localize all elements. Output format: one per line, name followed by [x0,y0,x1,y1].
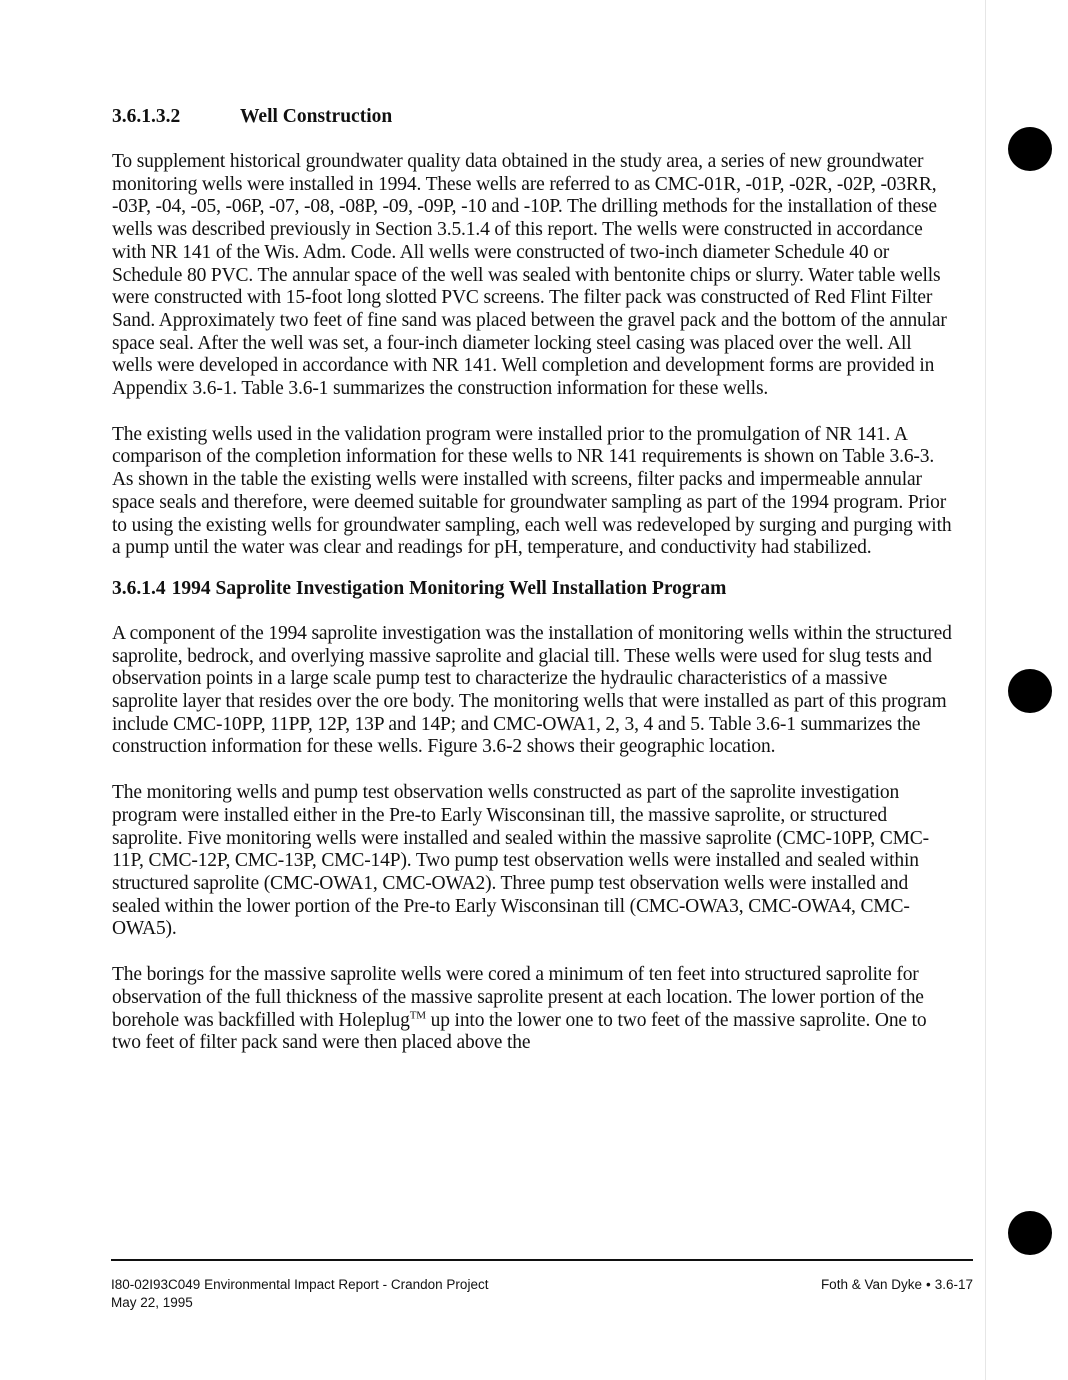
section-title: 1994 Saprolite Investigation Monitoring Well Installation Program [171,577,727,599]
footer-right [821,1276,973,1294]
paragraph-saprolite-1: A component of the 1994 saprolite investigation was the installation of monitoring wells within the structured saprolite, bedrock, and overlying massive saprolite and glacial till. These wells were used for slug tests and observation points in a large scale pump test to characterize the hydraulic characteristics of a massive saprolite layer that resides over the ore body. The monitoring wells that were installed as part of this program include CMC-10PP, 11PP, 12P, 13P and 14P; and CMC-OWA1, 2, 3, 4 and 5. Table 3.6-1 summarizes the construction information for these wells. Figure 3.6-2 shows their geographic location. [112,622,952,758]
binder-hole-bottom [1008,1211,1052,1255]
paragraph-well-construction-2: The existing wells used in the validation program were installed prior to the promulgation of NR 141. A comparison of the completion information for these wells to NR 141 requirements is shown on Table 3.6-3. As shown in the table the existing wells were installed with screens, filter packs and impermeable annular space seals and therefore, were deemed suitable for groundwater sampling as part of the 1994 program. Prior to using the existing wells for groundwater sampling, each well was redeveloped by surging and purging with a pump until the water was clear and readings for pH, temperature, and conductivity had stabilized. [112,423,952,559]
scan-edge-line [985,0,986,1380]
binder-hole-middle [1008,669,1052,713]
section-title: Well Construction [240,106,393,127]
binder-hole-top [1008,127,1052,171]
trademark-symbol: TM [409,1009,426,1021]
footer-company: Foth & Van Dyke [820,1277,922,1292]
footer-date: May 22, 1995 [111,1295,193,1310]
paragraph-saprolite-3 [112,964,954,1055]
section-number: 3.6.1.3.2 [112,106,181,127]
paragraph-text-end: up into the lower one to two feet of the massive saprolite. One to two feet of filter pack sand were then placed above the [112,1009,927,1054]
footer-left [111,1276,488,1312]
section-heading-saprolite-program [112,576,954,601]
footer-rule [111,1259,973,1261]
page-body [112,104,954,1055]
paragraph-saprolite-2: The monitoring wells and pump test observation wells constructed as part of the saprolite investigation program were installed either in the Pre-to Early Wisconsinan till, the massive saprolite, or structured saprolite. Five monitoring wells were installed and sealed within the massive saprolite (CMC-10PP, CMC-11P, CMC-12P, CMC-13P, CMC-14P). Two pump test observation wells were installed and sealed within structured saprolite (CMC-OWA1, CMC-OWA2). Three pump test observation wells were installed and sealed within the lower portion of the Pre-to Early Wisconsinan till (CMC-OWA3, CMC-OWA4, CMC-OWA5). [112,782,929,940]
footer-bullet: • [925,1277,931,1292]
paragraph-well-construction-1: To supplement historical groundwater quality data obtained in the study area, a series of new groundwater monitoring wells were installed in 1994. These wells are referred to as CMC-01R, -01P, -02R, -02P, -03RR, -03P, -04, -05, -06P, -07, -08, -08P, -09, -09P, -10 and -10P. The drilling methods for the installation of these wells was described previously in Section 3.5.1.4 of this report. The wells were constructed in accordance with NR 141 of the Wis. Adm. Code. All wells were constructed of two-inch diameter Schedule 40 or Schedule 80 PVC. The annular space of the well was sealed with bentonite chips or slurry. Water table wells were constructed with 15-foot long slotted PVC screens. The filter pack was constructed of Red Flint Filter Sand. Approximately two feet of fine sand was placed between the gravel pack and the bottom of the annular space seal. After the well was set, a four-inch diameter locking steel casing was placed over the well. All wells were developed in accordance with NR 141. Well completion and development forms are provided in Appendix 3.6-1. Table 3.6-1 summarizes the construction information for these wells. [112,151,947,400]
paragraph-text-start: The borings for the massive saprolite wells were cored a minimum of ten feet into structured saprolite for observation of the full thickness of the massive saprolite present at each location. The lower portion of the borehole was backfilled with Holeplug [112,964,924,1031]
section-heading-well-construction [112,104,954,129]
footer-document-title: I80-02I93C049 Environmental Impact Report - Crandon Project [111,1277,489,1292]
section-number: 3.6.1.4 [112,577,166,599]
footer-page-number: 3.6-17 [934,1277,973,1292]
